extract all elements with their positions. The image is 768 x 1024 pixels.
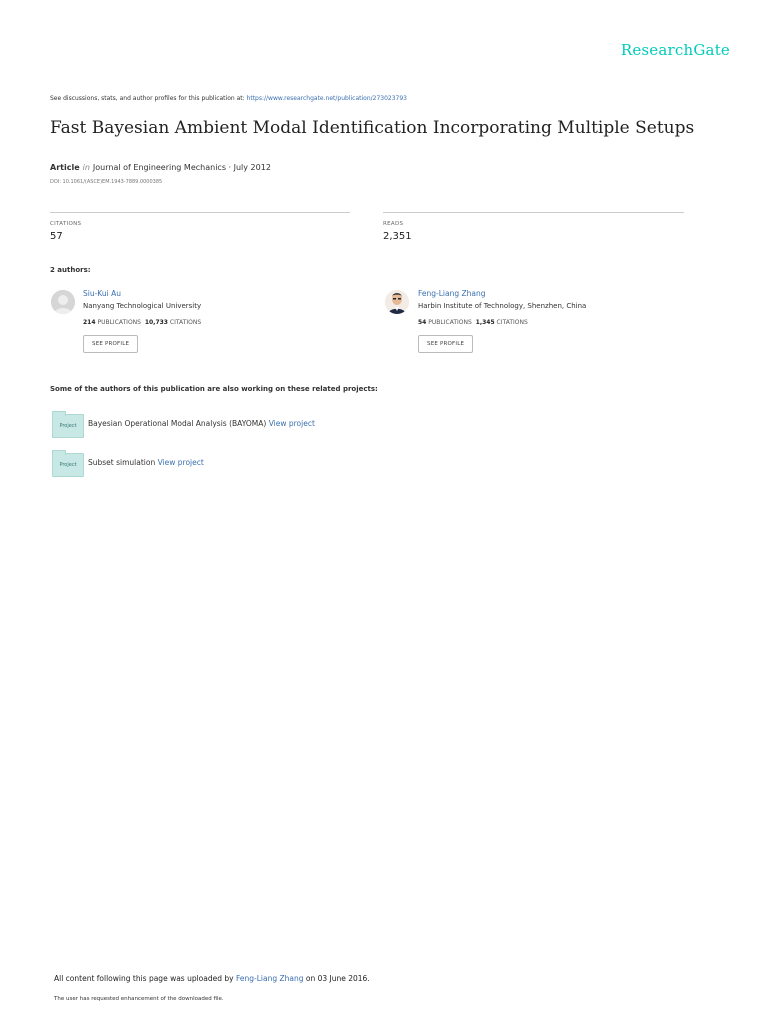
project-title: Bayesian Operational Modal Analysis (BAYOMA) bbox=[88, 419, 269, 428]
avatar[interactable] bbox=[385, 290, 409, 314]
citations-count-label: CITATIONS bbox=[169, 319, 202, 326]
researchgate-logo[interactable]: ResearchGate bbox=[620, 41, 730, 59]
view-project-link[interactable]: View project bbox=[268, 419, 315, 428]
upload-note bbox=[54, 974, 370, 983]
see-profile-button[interactable]: SEE PROFILE bbox=[418, 335, 473, 353]
citations-count: 10,733 bbox=[144, 319, 168, 326]
citations-count-label: CITATIONS bbox=[496, 319, 528, 326]
paper-title: Fast Bayesian Ambient Modal Identification Incorporating Multiple Setups bbox=[50, 118, 695, 138]
discussion-line bbox=[50, 95, 407, 102]
project-item bbox=[88, 419, 315, 428]
paper-meta bbox=[50, 163, 271, 172]
publications-label: PUBLICATIONS bbox=[428, 319, 472, 326]
authors-heading: 2 authors: bbox=[50, 266, 91, 274]
person-silhouette-icon bbox=[51, 290, 75, 314]
projects-heading: Some of the authors of this publication are also working on these related projects: bbox=[50, 385, 378, 393]
project-icon-label: Project bbox=[59, 462, 77, 468]
author-counts bbox=[418, 319, 528, 326]
author-name-link[interactable]: Siu-Kui Au bbox=[83, 289, 121, 298]
publication-url-link[interactable]: https://www.researchgate.net/publication/273023793 bbox=[246, 95, 407, 102]
doi: DOI: 10.1061/(ASCE)EM.1943-7889.0000385 bbox=[50, 179, 163, 185]
uploader-link[interactable]: Feng-Liang Zhang bbox=[235, 974, 304, 983]
upload-prefix: All content following this page was uploaded by bbox=[54, 974, 236, 983]
project-title: Subset simulation bbox=[88, 458, 158, 467]
citations-label: CITATIONS bbox=[50, 221, 82, 227]
author-affiliation: Harbin Institute of Technology, Shenzhen, China bbox=[418, 302, 587, 310]
discussion-text: See discussions, stats, and author profiles for this publication at: bbox=[50, 95, 247, 102]
author-photo-icon bbox=[385, 290, 409, 314]
author-name-link[interactable]: Feng-Liang Zhang bbox=[418, 289, 486, 298]
project-icon-label: Project bbox=[59, 423, 77, 429]
author-affiliation: Nanyang Technological University bbox=[83, 302, 202, 310]
see-profile-button[interactable]: SEE PROFILE bbox=[83, 335, 138, 353]
author-counts bbox=[83, 319, 201, 326]
citations-count: 1,345 bbox=[475, 319, 495, 326]
citations-divider bbox=[50, 212, 350, 213]
enhancement-note: The user has requested enhancement of the downloaded file. bbox=[54, 996, 224, 1002]
upload-suffix: on 03 June 2016. bbox=[303, 974, 370, 983]
article-type: Article bbox=[50, 163, 80, 172]
publications-count: 214 bbox=[83, 319, 96, 326]
reads-divider bbox=[383, 212, 684, 213]
reads-label: READS bbox=[383, 221, 404, 227]
view-project-link[interactable]: View project bbox=[157, 458, 204, 467]
in-word: in bbox=[82, 163, 90, 172]
publications-label: PUBLICATIONS bbox=[97, 319, 141, 326]
publications-count: 54 bbox=[418, 319, 427, 326]
avatar-placeholder-icon[interactable] bbox=[51, 290, 75, 314]
citations-value: 57 bbox=[50, 231, 63, 242]
journal-date: Journal of Engineering Mechanics · July 2012 bbox=[92, 163, 271, 172]
project-item bbox=[88, 458, 204, 467]
project-folder-icon[interactable] bbox=[52, 453, 84, 477]
project-folder-icon[interactable] bbox=[52, 414, 84, 438]
reads-value: 2,351 bbox=[383, 231, 412, 242]
